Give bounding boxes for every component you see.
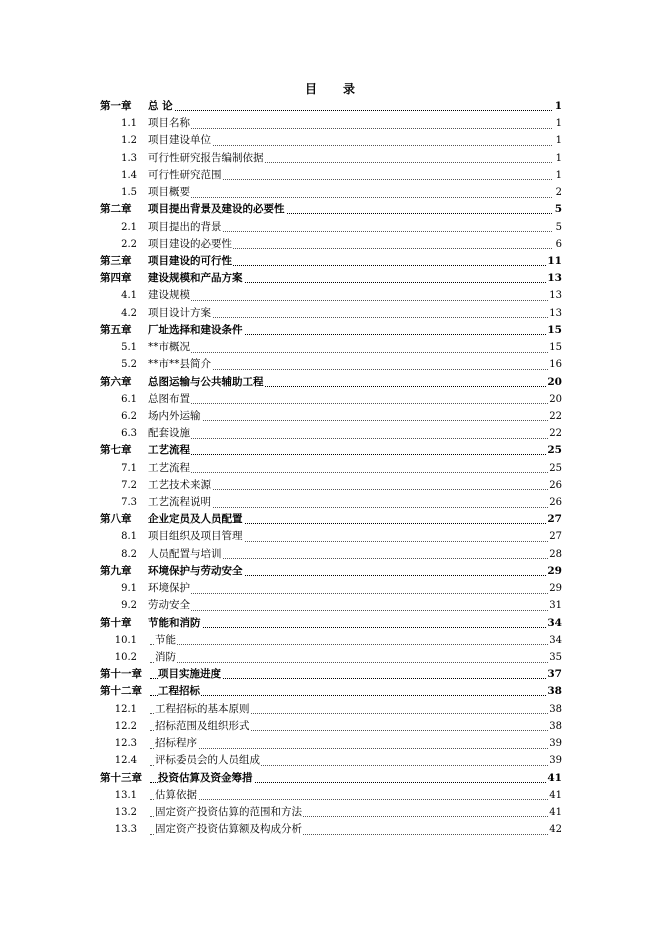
toc-chapter-entry[interactable] [100,770,562,787]
toc-entry-label: 估算依据 [155,787,198,804]
toc-entry-number: 4.1 [100,287,138,304]
toc-entry-label: 项目建设的可行性 [148,253,233,270]
toc-entry-label: 投资估算及资金筹措 [158,770,254,787]
toc-entry-number: 13.2 [100,804,138,821]
toc-entry-number: 2.2 [100,236,138,253]
toc-entry-page: 31 [548,597,562,614]
toc-entry-number: 第十一章 [100,666,143,683]
toc-entry-number: 1.5 [100,184,138,201]
toc-entry-page: 1 [555,150,562,167]
toc-entry-page: 37 [546,666,562,683]
toc-entry-page: 25 [548,460,562,477]
toc-entry-label: 项目提出的背景 [148,219,223,236]
toc-entry-page: 22 [548,425,562,442]
toc-entry-number: 1.2 [100,132,138,149]
toc-section-entry[interactable] [100,184,562,201]
toc-chapter-entry[interactable] [100,511,562,528]
toc-chapter-entry[interactable] [100,253,562,270]
toc-entry-page: 15 [546,322,562,339]
toc-entry-number: 1.3 [100,150,138,167]
toc-entry-number: 第十三章 [100,770,143,787]
toc-entry-number: 10.1 [100,632,138,649]
toc-section-entry[interactable] [100,408,562,425]
table-of-contents [100,98,562,838]
toc-entry-page: 20 [548,391,562,408]
toc-entry-page: 41 [546,770,562,787]
toc-title [0,80,662,97]
toc-entry-label: 工艺流程 [148,442,191,459]
toc-entry-page: 28 [548,546,562,563]
toc-entry-page: 15 [548,339,562,356]
toc-entry-label: 环境保护与劳动安全 [148,563,244,580]
toc-entry-number: 6.1 [100,391,138,408]
toc-entry-label: 总图布置 [148,391,191,408]
toc-entry-page: 27 [548,528,562,545]
toc-entry-page: 1 [555,132,562,149]
toc-entry-number: 7.2 [100,477,138,494]
toc-section-entry[interactable] [100,339,562,356]
toc-entry-page: 13 [548,305,562,322]
toc-entry-number: 第一章 [100,98,133,115]
toc-entry-page: 42 [548,821,562,838]
toc-entry-page: 25 [546,442,562,459]
toc-entry-label: 可行性研究范围 [148,167,223,184]
toc-entry-page: 35 [548,649,562,666]
toc-section-entry[interactable] [100,167,562,184]
toc-entry-page: 41 [548,787,562,804]
toc-entry-page: 34 [548,632,562,649]
toc-entry-label: 工程招标 [158,683,201,700]
toc-entry-label: 建设规模 [148,287,191,304]
toc-entry-label: 总 论 [148,98,174,115]
toc-entry-label: 项目建设单位 [148,132,212,149]
toc-chapter-entry[interactable] [100,270,562,287]
toc-chapter-entry[interactable] [100,201,562,218]
toc-entry-label: 工程招标的基本原则 [155,701,251,718]
toc-entry-label: 节能和消防 [148,615,202,632]
toc-entry-label: 场内外运输 [148,408,202,425]
toc-entry-page: 26 [548,494,562,511]
toc-entry-label: 项目建设的必要性 [148,236,233,253]
toc-section-entry[interactable] [100,477,562,494]
toc-entry-number: 第十章 [100,615,133,632]
toc-entry-label: 项目组织及项目管理 [148,528,244,545]
toc-entry-number: 5.1 [100,339,138,356]
toc-entry-label: 项目实施进度 [158,666,222,683]
toc-section-entry[interactable] [100,236,562,253]
toc-entry-page: 22 [548,408,562,425]
toc-entry-number: 12.1 [100,701,138,718]
toc-entry-page: 39 [548,735,562,752]
toc-entry-number: 12.4 [100,752,138,769]
toc-entry-page: 11 [546,253,562,270]
toc-section-entry[interactable] [100,632,562,649]
toc-section-entry[interactable] [100,752,562,769]
toc-entry-label: 劳动安全 [148,597,191,614]
toc-entry-number: 7.3 [100,494,138,511]
toc-section-entry[interactable] [100,580,562,597]
toc-section-entry[interactable] [100,821,562,838]
toc-entry-number: 第四章 [100,270,133,287]
toc-section-entry[interactable] [100,494,562,511]
toc-entry-page: 5 [555,219,562,236]
toc-section-entry[interactable] [100,546,562,563]
toc-entry-page: 5 [554,201,562,218]
toc-section-entry[interactable] [100,219,562,236]
toc-entry-page: 6 [555,236,562,253]
toc-entry-number: 1.4 [100,167,138,184]
toc-entry-label: 招标程序 [155,735,198,752]
toc-entry-label: 工艺技术来源 [148,477,212,494]
toc-entry-label: 环境保护 [148,580,191,597]
toc-entry-label: 工艺流程 [148,460,191,477]
toc-entry-page: 38 [546,683,562,700]
toc-entry-number: 9.2 [100,597,138,614]
toc-entry-page: 1 [555,115,562,132]
toc-entry-number: 4.2 [100,305,138,322]
toc-entry-number: 6.3 [100,425,138,442]
toc-section-entry[interactable] [100,305,562,322]
toc-entry-number: 13.1 [100,787,138,804]
toc-entry-number: 6.2 [100,408,138,425]
toc-entry-number: 2.1 [100,219,138,236]
toc-entry-label: **市**县简介 [148,356,212,373]
toc-entry-label: 固定资产投资估算额及构成分析 [155,821,303,838]
toc-entry-page: 26 [548,477,562,494]
toc-entry-page: 29 [546,563,562,580]
toc-entry-label: 工艺流程说明 [148,494,212,511]
toc-section-entry[interactable] [100,150,562,167]
toc-entry-label: 项目设计方案 [148,305,212,322]
toc-section-entry[interactable] [100,391,562,408]
toc-entry-page: 39 [548,752,562,769]
toc-entry-label: 固定资产投资估算的范围和方法 [155,804,303,821]
toc-entry-page: 41 [548,804,562,821]
toc-chapter-entry[interactable] [100,563,562,580]
toc-title-char-1: 目 [304,82,319,96]
toc-entry-label: 项目名称 [148,115,191,132]
toc-entry-number: 1.1 [100,115,138,132]
toc-entry-number: 9.1 [100,580,138,597]
toc-entry-number: 7.1 [100,460,138,477]
toc-section-entry[interactable] [100,115,562,132]
toc-entry-page: 13 [546,270,562,287]
toc-entry-page: 1 [554,98,562,115]
toc-entry-page: 13 [548,287,562,304]
toc-entry-page: 38 [548,718,562,735]
toc-title-char-2: 录 [343,82,358,96]
toc-entry-page: 29 [548,580,562,597]
toc-section-entry[interactable] [100,287,562,304]
toc-section-entry[interactable] [100,735,562,752]
toc-chapter-entry[interactable] [100,98,562,115]
toc-entry-number: 第二章 [100,201,133,218]
toc-chapter-entry[interactable] [100,322,562,339]
toc-section-entry[interactable] [100,649,562,666]
toc-entry-number: 第七章 [100,442,133,459]
toc-entry-number: 5.2 [100,356,138,373]
toc-chapter-entry[interactable] [100,442,562,459]
toc-entry-number: 10.2 [100,649,138,666]
toc-entry-label: 企业定员及人员配置 [148,511,244,528]
toc-entry-page: 1 [555,167,562,184]
toc-entry-number: 第八章 [100,511,133,528]
toc-entry-label: 建设规模和产品方案 [148,270,244,287]
toc-entry-label: 人员配置与培训 [148,546,223,563]
toc-entry-number: 13.3 [100,821,138,838]
toc-chapter-entry[interactable] [100,615,562,632]
toc-section-entry[interactable] [100,425,562,442]
toc-entry-label: 评标委员会的人员组成 [155,752,261,769]
toc-section-entry[interactable] [100,528,562,545]
toc-entry-label: **市概况 [148,339,191,356]
toc-entry-label: 总图运输与公共辅助工程 [148,374,265,391]
toc-entry-number: 第六章 [100,374,133,391]
toc-entry-number: 12.2 [100,718,138,735]
toc-entry-number: 8.2 [100,546,138,563]
toc-entry-label: 消防 [155,649,177,666]
toc-section-entry[interactable] [100,460,562,477]
toc-entry-number: 第九章 [100,563,133,580]
toc-entry-label: 项目提出背景及建设的必要性 [148,201,286,218]
toc-chapter-entry[interactable] [100,683,562,700]
toc-entry-number: 第五章 [100,322,133,339]
toc-entry-page: 16 [548,356,562,373]
toc-chapter-entry[interactable] [100,666,562,683]
toc-entry-number: 第十二章 [100,683,143,700]
toc-entry-label: 项目概要 [148,184,191,201]
toc-section-entry[interactable] [100,356,562,373]
toc-entry-number: 第三章 [100,253,133,270]
toc-entry-label: 节能 [155,632,177,649]
toc-entry-number: 12.3 [100,735,138,752]
toc-entry-label: 可行性研究报告编制依据 [148,150,265,167]
toc-entry-label: 招标范围及组织形式 [155,718,251,735]
toc-entry-page: 38 [548,701,562,718]
toc-section-entry[interactable] [100,597,562,614]
toc-entry-number: 8.1 [100,528,138,545]
toc-chapter-entry[interactable] [100,374,562,391]
toc-section-entry[interactable] [100,701,562,718]
toc-section-entry[interactable] [100,718,562,735]
toc-section-entry[interactable] [100,787,562,804]
toc-entry-page: 27 [546,511,562,528]
toc-entry-page: 2 [555,184,562,201]
toc-entry-page: 34 [546,615,562,632]
toc-section-entry[interactable] [100,804,562,821]
toc-entry-label: 配套设施 [148,425,191,442]
toc-entry-label: 厂址选择和建设条件 [148,322,244,339]
toc-section-entry[interactable] [100,132,562,149]
toc-entry-page: 20 [546,374,562,391]
